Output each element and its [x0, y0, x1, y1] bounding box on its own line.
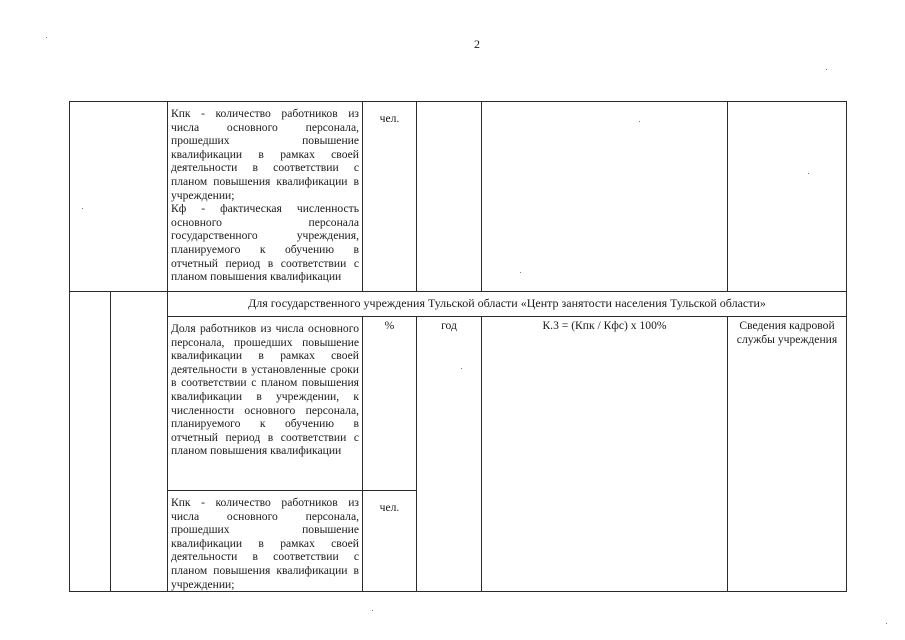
- scan-speck: [808, 173, 809, 174]
- scan-speck: [886, 623, 887, 624]
- page-number: 2: [474, 37, 480, 51]
- formula-cell: К.3 = (Кпк / Кфс) х 100%: [482, 317, 728, 592]
- source-cell: Сведения кадровой службы учреждения: [728, 317, 847, 592]
- unit-cell: чел.: [363, 102, 417, 292]
- unit-cell: %: [363, 317, 417, 491]
- empty-cell: [70, 292, 111, 592]
- empty-cell: [728, 102, 847, 292]
- scan-speck: [520, 272, 521, 273]
- empty-cell: [70, 102, 168, 292]
- unit-cell: чел.: [363, 491, 417, 592]
- description-paragraph: Кф - фактическая численность основного персонала государственного учреждения, планируемого к обучению в отчетный период в соответствии с планом повышения квалификации: [171, 202, 359, 284]
- empty-cell: [111, 292, 168, 592]
- scan-speck: [461, 368, 462, 369]
- description-paragraph: Кпк - количество работников из числа основного персонала, прошедших повышение квалификации в рамках своей деятельности в соответствии с планом повышения квалификации в учреждении;: [171, 107, 359, 202]
- period-cell: год: [417, 317, 482, 592]
- scan-speck: [372, 610, 373, 611]
- scan-speck: [46, 37, 47, 38]
- description-cell: [168, 102, 363, 292]
- scan-speck: [82, 208, 83, 209]
- table-row: [70, 292, 847, 317]
- scan-speck: [639, 121, 640, 122]
- scan-speck: [826, 69, 827, 70]
- empty-cell: [482, 102, 728, 292]
- table-row: [70, 317, 847, 491]
- section-title: Для государственного учреждения Тульской области «Центр занятости населения Тульской области»: [168, 292, 847, 317]
- table-row: [70, 102, 847, 292]
- description-cell: Доля работников из числа основного персонала, прошедших повышение квалификации в рамках своей деятельности в установленные сроки в соответствии с планом повышения квалификации в учреждении, к численности основного персонала, планируемого к обучению в отчетный период в соответствии с планом повышения квалификации: [168, 317, 363, 491]
- description-cell: Кпк - количество работников из числа основного персонала, прошедших повышение квалификации в рамках своей деятельности в соответствии с планом повышения квалификации в учреждении;: [168, 491, 363, 592]
- empty-cell: [417, 102, 482, 292]
- indicator-table: [69, 101, 847, 592]
